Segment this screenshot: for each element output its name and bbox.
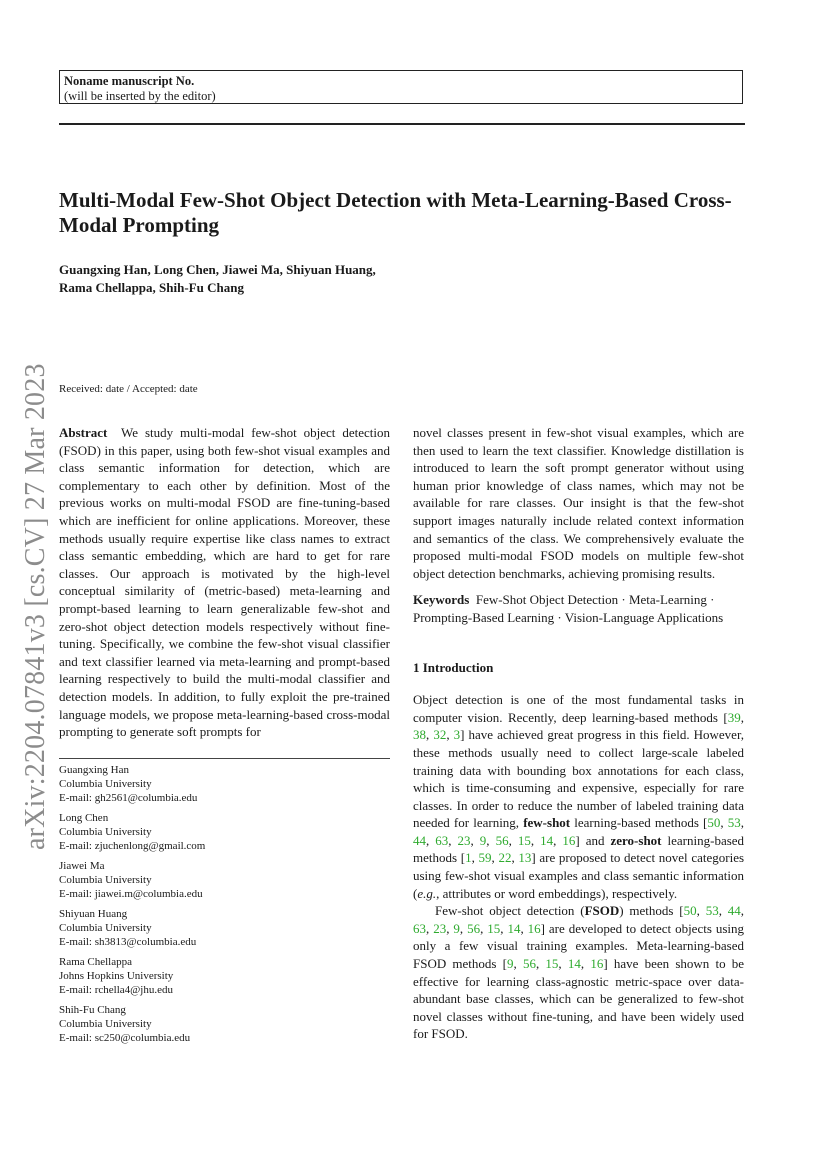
citation-link[interactable]: 15	[487, 920, 501, 936]
citation-link[interactable]: 15	[545, 956, 559, 972]
bold-term: FSOD	[584, 903, 620, 919]
keywords	[413, 591, 744, 626]
citation-link[interactable]: 53	[705, 903, 719, 919]
intro-paragraph-1	[413, 691, 744, 902]
affiliation-entry	[59, 763, 390, 805]
citation-link[interactable]: 9	[507, 956, 514, 972]
author-name: Rama Chellappa	[59, 956, 133, 968]
author-organization: Johns Hopkins University	[59, 970, 174, 982]
affiliation-entry	[59, 811, 390, 853]
citation-link[interactable]: 16	[562, 832, 576, 848]
citation-link[interactable]: 44	[727, 903, 741, 919]
citation-link[interactable]: 56	[467, 920, 481, 936]
affiliation-entry	[59, 907, 390, 949]
text: ] are proposed to detect novel categories using few-shot visual examples and class semantic information (	[413, 850, 745, 901]
affiliation-entry	[59, 955, 390, 997]
citation-link[interactable]: 9	[479, 832, 487, 848]
citation-link[interactable]: 38	[413, 727, 426, 743]
citation-link[interactable]: 23	[457, 832, 471, 848]
author-organization: Columbia University	[59, 826, 152, 838]
manuscript-header-box	[59, 70, 743, 104]
citation-link[interactable]: 14	[507, 920, 521, 936]
author-organization: Columbia University	[59, 1018, 152, 1030]
citation-link[interactable]: 56	[522, 956, 536, 972]
text: ] have achieved great progress in this field. However, these methods usually need to collect large-scale labeled training data with bounding box annotations for each class, which is time-consuming and expensive, especially for rare classes. In order to reduce the number of labeled training data needed for learning,	[413, 727, 745, 831]
author-name: Shiyuan Huang	[59, 908, 128, 920]
keywords-label: Keywords	[413, 592, 470, 608]
author-list	[59, 261, 459, 297]
italic-term: e.g.	[417, 885, 437, 901]
authors-line-2: Rama Chellappa, Shih-Fu Chang	[59, 280, 244, 295]
author-organization: Columbia University	[59, 874, 152, 886]
text: ] have been shown to be effective for learning class-agnostic metric-space over data-abundant base classes, which can be generalized to few-shot novel classes without fine-tuning, and have been widely used for FSOD.	[413, 956, 745, 1042]
keyword-item: Prompting-Based Learning	[413, 609, 555, 625]
citation-link[interactable]: 39	[727, 709, 741, 725]
authors-line-1: Guangxing Han, Long Chen, Jiawei Ma, Shiyuan Huang,	[59, 262, 376, 277]
citation-group: 1, 59, 22, 13	[465, 850, 532, 866]
right-column	[413, 424, 744, 1043]
citation-link[interactable]: 32	[433, 727, 447, 743]
affiliation-entry	[59, 859, 390, 901]
author-email[interactable]: E-mail: rchella4@jhu.edu	[59, 984, 173, 996]
citation-link[interactable]: 23	[433, 920, 447, 936]
citation-link[interactable]: 13	[518, 850, 532, 866]
intro-paragraph-2	[413, 902, 744, 1043]
citation-link[interactable]: 53	[727, 815, 741, 831]
bold-term: zero-shot	[610, 832, 662, 848]
citation-link[interactable]: 14	[567, 956, 581, 972]
text: , attributes or word embeddings), respectively.	[436, 885, 678, 901]
citation-link[interactable]: 56	[495, 832, 509, 848]
affiliations	[59, 763, 390, 1051]
citation-link[interactable]: 3	[453, 727, 461, 743]
text: learning-based methods [	[413, 832, 745, 866]
abstract-continuation: novel classes present in few-shot visual examples, which are then used to learn the text classifier. Knowledge distillation is introduced to learn the soft prompt generator without using human prior knowledge of class names, which may not be available for rare classes. Our insight is that the few-shot support images naturally include related context information and semantics of the class. We comprehensively evaluate the proposed multi-modal FSOD models on multiple few-shot object detection benchmarks, achieving promising results.	[413, 425, 744, 581]
citation-link[interactable]: 50	[683, 903, 697, 919]
author-email[interactable]: E-mail: jiawei.m@columbia.edu	[59, 888, 203, 900]
author-name: Jiawei Ma	[59, 860, 105, 872]
citation-group: 50, 53, 44, 63, 23, 9, 56, 15, 14, 16	[413, 815, 745, 848]
abstract-text-left: We study multi-modal few-shot object detection (FSOD) in this paper, using both few-shot visual examples and class semantic information for detection, which are complementary to each other by definition. Most of the previous works on multi-modal FSOD are fine-tuning-based which are inefficient for online applications. Moreover, these methods usually require expertise like class names to extract class semantic embedding, which are hard to get for rare classes. Our approach is motivated by the high-level conceptual similarity of (metric-based) meta-learning and prompt-based learning to learn generalizable few-shot and zero-shot object detection models respectively without fine-tuning. Specifically, we combine the few-shot visual classifier and text classifier learned via meta-learning and prompt-based learning respectively to build the multi-modal classifier and detection models. In addition, to fully exploit the pre-trained language models, we propose meta-learning-based cross-modal prompting to generate soft prompts for	[59, 425, 390, 740]
citation-link[interactable]: 63	[413, 920, 426, 936]
abstract-label: Abstract	[59, 425, 108, 440]
citation-link[interactable]: 59	[478, 850, 492, 866]
citation-group: 39, 38, 32, 3	[413, 709, 744, 743]
arxiv-stamp[interactable]: arXiv:2204.07841v3 [cs.CV] 27 Mar 2023	[20, 363, 51, 850]
author-organization: Columbia University	[59, 778, 152, 790]
keyword-item: Vision-Language Applications	[564, 609, 724, 625]
citation-link[interactable]: 1	[465, 850, 472, 866]
text: learning-based methods [	[570, 815, 708, 831]
text: Few-shot object detection (	[435, 903, 585, 919]
citation-link[interactable]: 16	[590, 956, 604, 972]
author-email[interactable]: E-mail: sc250@columbia.edu	[59, 1032, 191, 1044]
author-organization: Columbia University	[59, 922, 152, 934]
header-rule	[59, 123, 745, 125]
author-email[interactable]: E-mail: gh2561@columbia.edu	[59, 792, 198, 804]
author-name: Long Chen	[59, 812, 109, 824]
manuscript-number: Noname manuscript No.	[64, 74, 195, 88]
keyword-item: Meta-Learning	[628, 592, 707, 608]
citation-group: 9, 56, 15, 14, 16	[507, 956, 604, 972]
citation-link[interactable]: 50	[707, 815, 721, 831]
citation-link[interactable]: 16	[527, 920, 541, 936]
abstract-paragraph	[59, 424, 390, 741]
editor-note: (will be inserted by the editor)	[64, 89, 216, 103]
citation-link[interactable]: 9	[453, 920, 460, 936]
paper-title: Multi-Modal Few-Shot Object Detection with Meta-Learning-Based Cross-Modal Prompting	[59, 188, 732, 237]
footnote-rule	[59, 758, 390, 759]
citation-link[interactable]: 44	[413, 832, 426, 848]
author-name: Guangxing Han	[59, 764, 129, 776]
received-dates: Received: date / Accepted: date	[59, 383, 198, 395]
text: ] and	[575, 832, 611, 848]
author-email[interactable]: E-mail: zjuchenlong@gmail.com	[59, 840, 206, 852]
citation-group: 50, 53, 44, 63, 23, 9, 56, 15, 14, 16	[413, 903, 745, 936]
keywords-list: Few-Shot Object Detection · Meta-Learning · Prompting-Based Learning · Vision-Language Applications	[413, 592, 724, 625]
text: Object detection is one of the most fundamental tasks in computer vision. Recently, deep learning-based methods [	[413, 692, 744, 725]
author-email[interactable]: E-mail: sh3813@columbia.edu	[59, 936, 197, 948]
text: ) methods [	[619, 903, 684, 919]
left-column	[59, 424, 390, 741]
affiliation-entry	[59, 1003, 390, 1045]
author-name: Shih-Fu Chang	[59, 1004, 126, 1016]
text: ] are developed to detect objects using only a few visual training examples. Meta-learning-based FSOD methods [	[413, 920, 745, 972]
bold-term: few-shot	[523, 815, 571, 831]
citation-link[interactable]: 15	[517, 832, 531, 848]
citation-link[interactable]: 22	[498, 850, 512, 866]
citation-link[interactable]: 14	[540, 832, 554, 848]
keyword-item: Few-Shot Object Detection	[475, 592, 619, 608]
citation-link[interactable]: 63	[435, 832, 449, 848]
section-heading: 1 Introduction	[413, 659, 494, 675]
